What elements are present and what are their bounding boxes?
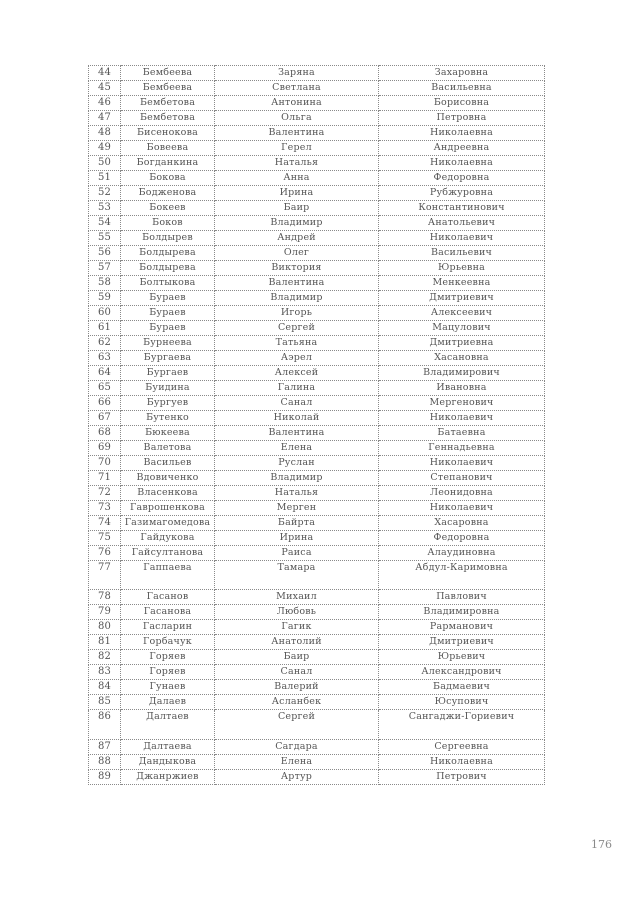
last-name: Бембетова bbox=[121, 96, 215, 111]
last-name: Бодженова bbox=[121, 186, 215, 201]
row-number: 47 bbox=[89, 111, 121, 126]
first-name: Олег bbox=[215, 246, 379, 261]
table-row bbox=[89, 770, 545, 785]
patronymic: Батаевна bbox=[379, 426, 545, 441]
row-number: 62 bbox=[89, 336, 121, 351]
patronymic: Николаевна bbox=[379, 755, 545, 770]
first-name: Тамара bbox=[215, 561, 379, 590]
table-row bbox=[89, 561, 545, 590]
table-row bbox=[89, 201, 545, 216]
last-name: Бокова bbox=[121, 171, 215, 186]
last-name: Дандыкова bbox=[121, 755, 215, 770]
last-name: Гасанов bbox=[121, 590, 215, 605]
table-row bbox=[89, 231, 545, 246]
first-name: Наталья bbox=[215, 156, 379, 171]
name-table-body bbox=[89, 66, 545, 785]
last-name: Болдырева bbox=[121, 246, 215, 261]
row-number: 79 bbox=[89, 605, 121, 620]
page-number: 176 bbox=[591, 838, 612, 851]
first-name: Раиса bbox=[215, 546, 379, 561]
row-number: 64 bbox=[89, 366, 121, 381]
table-row bbox=[89, 261, 545, 276]
row-number: 84 bbox=[89, 680, 121, 695]
patronymic: Юрьевна bbox=[379, 261, 545, 276]
last-name: Бурнеева bbox=[121, 336, 215, 351]
row-number: 76 bbox=[89, 546, 121, 561]
last-name: Бургаев bbox=[121, 366, 215, 381]
last-name: Болдырева bbox=[121, 261, 215, 276]
patronymic: Борисовна bbox=[379, 96, 545, 111]
first-name: Ольга bbox=[215, 111, 379, 126]
last-name: Бургуев bbox=[121, 396, 215, 411]
last-name: Бюкеева bbox=[121, 426, 215, 441]
table-row bbox=[89, 246, 545, 261]
name-table bbox=[88, 65, 545, 785]
patronymic: Алаудиновна bbox=[379, 546, 545, 561]
patronymic: Николаевна bbox=[379, 126, 545, 141]
document-sheet bbox=[88, 65, 544, 785]
first-name: Руслан bbox=[215, 456, 379, 471]
last-name: Газимагомедова bbox=[121, 516, 215, 531]
patronymic: Менкеевна bbox=[379, 276, 545, 291]
last-name: Болтыкова bbox=[121, 276, 215, 291]
table-row bbox=[89, 590, 545, 605]
row-number: 75 bbox=[89, 531, 121, 546]
first-name: Елена bbox=[215, 755, 379, 770]
row-number: 49 bbox=[89, 141, 121, 156]
patronymic: Павлович bbox=[379, 590, 545, 605]
table-row bbox=[89, 546, 545, 561]
last-name: Бураев bbox=[121, 291, 215, 306]
first-name: Анатолий bbox=[215, 635, 379, 650]
patronymic: Дмитриевич bbox=[379, 635, 545, 650]
table-row bbox=[89, 516, 545, 531]
row-number: 53 bbox=[89, 201, 121, 216]
first-name: Галина bbox=[215, 381, 379, 396]
row-number: 85 bbox=[89, 695, 121, 710]
first-name: Андрей bbox=[215, 231, 379, 246]
last-name: Гайсултанова bbox=[121, 546, 215, 561]
patronymic: Андреевна bbox=[379, 141, 545, 156]
table-row bbox=[89, 291, 545, 306]
first-name: Баир bbox=[215, 201, 379, 216]
first-name: Ирина bbox=[215, 531, 379, 546]
patronymic: Анатольевич bbox=[379, 216, 545, 231]
row-number: 57 bbox=[89, 261, 121, 276]
first-name: Светлана bbox=[215, 81, 379, 96]
row-number: 88 bbox=[89, 755, 121, 770]
patronymic: Степанович bbox=[379, 471, 545, 486]
patronymic: Мергенович bbox=[379, 396, 545, 411]
last-name: Гасанова bbox=[121, 605, 215, 620]
patronymic: Васильевна bbox=[379, 81, 545, 96]
row-number: 78 bbox=[89, 590, 121, 605]
patronymic: Рубжуровна bbox=[379, 186, 545, 201]
last-name: Бембетова bbox=[121, 111, 215, 126]
table-row bbox=[89, 306, 545, 321]
first-name: Заряна bbox=[215, 66, 379, 81]
patronymic: Петрович bbox=[379, 770, 545, 785]
row-number: 52 bbox=[89, 186, 121, 201]
last-name: Джанржиев bbox=[121, 770, 215, 785]
patronymic: Бадмаевич bbox=[379, 680, 545, 695]
last-name: Бутенко bbox=[121, 411, 215, 426]
table-row bbox=[89, 216, 545, 231]
patronymic: Николаевич bbox=[379, 411, 545, 426]
row-number: 67 bbox=[89, 411, 121, 426]
table-row bbox=[89, 186, 545, 201]
table-row bbox=[89, 351, 545, 366]
row-number: 77 bbox=[89, 561, 121, 590]
first-name: Владимир bbox=[215, 471, 379, 486]
row-number: 61 bbox=[89, 321, 121, 336]
first-name: Виктория bbox=[215, 261, 379, 276]
table-row bbox=[89, 456, 545, 471]
patronymic: Юсупович bbox=[379, 695, 545, 710]
last-name: Горяев bbox=[121, 665, 215, 680]
row-number: 48 bbox=[89, 126, 121, 141]
first-name: Татьяна bbox=[215, 336, 379, 351]
patronymic: Владимирович bbox=[379, 366, 545, 381]
patronymic: Ивановна bbox=[379, 381, 545, 396]
row-number: 70 bbox=[89, 456, 121, 471]
last-name: Далтаева bbox=[121, 740, 215, 755]
table-row bbox=[89, 156, 545, 171]
patronymic: Мацулович bbox=[379, 321, 545, 336]
table-row bbox=[89, 680, 545, 695]
first-name: Сергей bbox=[215, 710, 379, 740]
first-name: Сергей bbox=[215, 321, 379, 336]
last-name: Бураев bbox=[121, 306, 215, 321]
last-name: Болдырев bbox=[121, 231, 215, 246]
last-name: Далтаев bbox=[121, 710, 215, 740]
patronymic: Дмитриевич bbox=[379, 291, 545, 306]
last-name: Горбачук bbox=[121, 635, 215, 650]
first-name: Анна bbox=[215, 171, 379, 186]
first-name: Гагик bbox=[215, 620, 379, 635]
last-name: Буидина bbox=[121, 381, 215, 396]
row-number: 69 bbox=[89, 441, 121, 456]
first-name: Елена bbox=[215, 441, 379, 456]
patronymic: Абдул-Каримовна bbox=[379, 561, 545, 590]
row-number: 45 bbox=[89, 81, 121, 96]
table-row bbox=[89, 81, 545, 96]
last-name: Бембеева bbox=[121, 81, 215, 96]
patronymic: Алексеевич bbox=[379, 306, 545, 321]
row-number: 89 bbox=[89, 770, 121, 785]
table-row bbox=[89, 396, 545, 411]
row-number: 81 bbox=[89, 635, 121, 650]
patronymic: Константинович bbox=[379, 201, 545, 216]
last-name: Богданкина bbox=[121, 156, 215, 171]
row-number: 63 bbox=[89, 351, 121, 366]
patronymic: Федоровна bbox=[379, 171, 545, 186]
last-name: Бовеева bbox=[121, 141, 215, 156]
table-row bbox=[89, 171, 545, 186]
patronymic: Васильевич bbox=[379, 246, 545, 261]
table-row bbox=[89, 605, 545, 620]
row-number: 80 bbox=[89, 620, 121, 635]
last-name: Власенкова bbox=[121, 486, 215, 501]
row-number: 66 bbox=[89, 396, 121, 411]
table-row bbox=[89, 471, 545, 486]
first-name: Валентина bbox=[215, 426, 379, 441]
table-row bbox=[89, 441, 545, 456]
last-name: Гасларин bbox=[121, 620, 215, 635]
table-row bbox=[89, 321, 545, 336]
first-name: Ирина bbox=[215, 186, 379, 201]
table-row bbox=[89, 710, 545, 740]
table-row bbox=[89, 141, 545, 156]
patronymic: Николаевич bbox=[379, 456, 545, 471]
first-name: Владимир bbox=[215, 216, 379, 231]
patronymic: Петровна bbox=[379, 111, 545, 126]
last-name: Бураев bbox=[121, 321, 215, 336]
last-name: Вдовиченко bbox=[121, 471, 215, 486]
table-row bbox=[89, 111, 545, 126]
patronymic: Хасановна bbox=[379, 351, 545, 366]
row-number: 73 bbox=[89, 501, 121, 516]
row-number: 86 bbox=[89, 710, 121, 740]
table-row bbox=[89, 96, 545, 111]
patronymic: Владимировна bbox=[379, 605, 545, 620]
last-name: Бисенокова bbox=[121, 126, 215, 141]
last-name: Валетова bbox=[121, 441, 215, 456]
table-row bbox=[89, 411, 545, 426]
table-row bbox=[89, 740, 545, 755]
patronymic: Хасаровна bbox=[379, 516, 545, 531]
first-name: Валентина bbox=[215, 276, 379, 291]
row-number: 50 bbox=[89, 156, 121, 171]
patronymic: Александрович bbox=[379, 665, 545, 680]
table-row bbox=[89, 126, 545, 141]
patronymic: Николаевич bbox=[379, 501, 545, 516]
last-name: Бокеев bbox=[121, 201, 215, 216]
row-number: 54 bbox=[89, 216, 121, 231]
patronymic: Николаевна bbox=[379, 156, 545, 171]
first-name: Валерий bbox=[215, 680, 379, 695]
first-name: Герел bbox=[215, 141, 379, 156]
first-name: Аэрел bbox=[215, 351, 379, 366]
table-row bbox=[89, 66, 545, 81]
row-number: 55 bbox=[89, 231, 121, 246]
row-number: 59 bbox=[89, 291, 121, 306]
row-number: 83 bbox=[89, 665, 121, 680]
row-number: 56 bbox=[89, 246, 121, 261]
row-number: 72 bbox=[89, 486, 121, 501]
first-name: Игорь bbox=[215, 306, 379, 321]
last-name: Бембеева bbox=[121, 66, 215, 81]
patronymic: Захаровна bbox=[379, 66, 545, 81]
first-name: Мерген bbox=[215, 501, 379, 516]
table-row bbox=[89, 366, 545, 381]
row-number: 46 bbox=[89, 96, 121, 111]
table-row bbox=[89, 531, 545, 546]
first-name: Баир bbox=[215, 650, 379, 665]
last-name: Гаппаева bbox=[121, 561, 215, 590]
patronymic: Дмитриевна bbox=[379, 336, 545, 351]
patronymic: Федоровна bbox=[379, 531, 545, 546]
table-row bbox=[89, 635, 545, 650]
first-name: Николай bbox=[215, 411, 379, 426]
first-name: Алексей bbox=[215, 366, 379, 381]
row-number: 82 bbox=[89, 650, 121, 665]
table-row bbox=[89, 336, 545, 351]
table-row bbox=[89, 426, 545, 441]
table-row bbox=[89, 650, 545, 665]
first-name: Наталья bbox=[215, 486, 379, 501]
last-name: Бургаева bbox=[121, 351, 215, 366]
row-number: 60 bbox=[89, 306, 121, 321]
table-row bbox=[89, 381, 545, 396]
table-row bbox=[89, 501, 545, 516]
first-name: Санал bbox=[215, 665, 379, 680]
first-name: Артур bbox=[215, 770, 379, 785]
patronymic: Сангаджи-Гориевич bbox=[379, 710, 545, 740]
patronymic: Юрьевич bbox=[379, 650, 545, 665]
patronymic: Сергеевна bbox=[379, 740, 545, 755]
row-number: 44 bbox=[89, 66, 121, 81]
first-name: Антонина bbox=[215, 96, 379, 111]
last-name: Гайдукова bbox=[121, 531, 215, 546]
patronymic: Геннадьевна bbox=[379, 441, 545, 456]
table-row bbox=[89, 665, 545, 680]
first-name: Владимир bbox=[215, 291, 379, 306]
last-name: Горяев bbox=[121, 650, 215, 665]
first-name: Сагдара bbox=[215, 740, 379, 755]
patronymic: Леонидовна bbox=[379, 486, 545, 501]
last-name: Гаврошенкова bbox=[121, 501, 215, 516]
table-row bbox=[89, 620, 545, 635]
patronymic: Николаевич bbox=[379, 231, 545, 246]
row-number: 58 bbox=[89, 276, 121, 291]
first-name: Михаил bbox=[215, 590, 379, 605]
last-name: Васильев bbox=[121, 456, 215, 471]
patronymic: Рарманович bbox=[379, 620, 545, 635]
table-row bbox=[89, 486, 545, 501]
last-name: Гунаев bbox=[121, 680, 215, 695]
last-name: Далаев bbox=[121, 695, 215, 710]
row-number: 74 bbox=[89, 516, 121, 531]
row-number: 51 bbox=[89, 171, 121, 186]
last-name: Боков bbox=[121, 216, 215, 231]
table-row bbox=[89, 276, 545, 291]
row-number: 68 bbox=[89, 426, 121, 441]
row-number: 87 bbox=[89, 740, 121, 755]
row-number: 71 bbox=[89, 471, 121, 486]
first-name: Любовь bbox=[215, 605, 379, 620]
first-name: Валентина bbox=[215, 126, 379, 141]
row-number: 65 bbox=[89, 381, 121, 396]
first-name: Байрта bbox=[215, 516, 379, 531]
table-row bbox=[89, 755, 545, 770]
first-name: Санал bbox=[215, 396, 379, 411]
first-name: Асланбек bbox=[215, 695, 379, 710]
table-row bbox=[89, 695, 545, 710]
